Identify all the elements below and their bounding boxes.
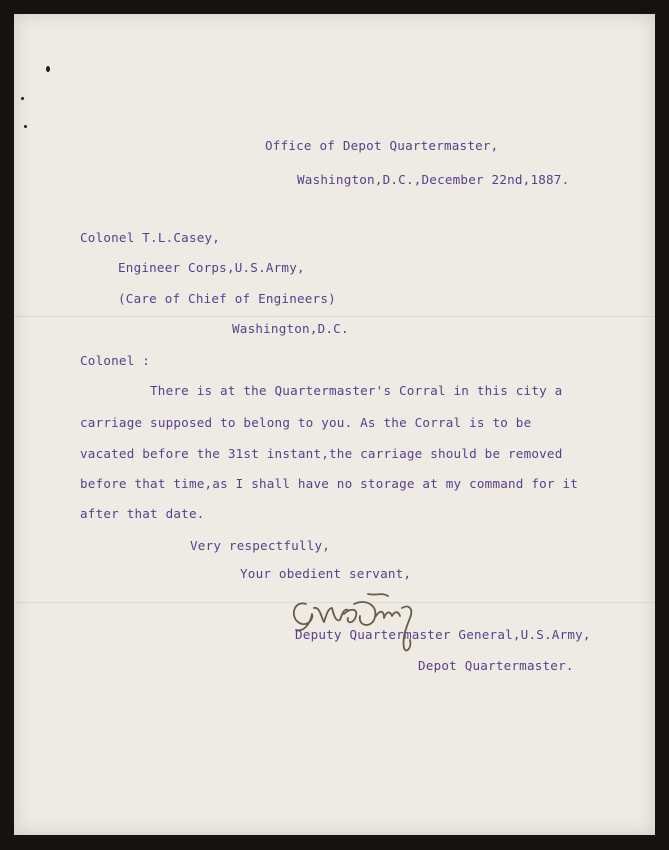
handwritten-signature	[284, 586, 434, 658]
body-line: There is at the Quartermaster's Corral in this city a	[150, 383, 563, 398]
body-line: before that time,as I shall have no storage at my command for it	[80, 476, 579, 491]
salutation: Colonel :	[80, 353, 151, 368]
signer-title: Deputy Quartermaster General,U.S.Army,	[295, 627, 591, 642]
recipient-unit: Engineer Corps,U.S.Army,	[118, 260, 305, 275]
body-line: carriage supposed to belong to you. As the Corral is to be	[80, 415, 532, 430]
signer-office: Depot Quartermaster.	[418, 658, 574, 673]
closing-servant: Your obedient servant,	[240, 566, 412, 581]
recipient-city: Washington,D.C.	[232, 321, 349, 336]
body-line: vacated before the 31st instant,the carriage should be removed	[80, 446, 563, 461]
place-date-line: Washington,D.C.,December 22nd,1887.	[297, 172, 570, 187]
recipient-care: (Care of Chief of Engineers)	[118, 291, 336, 306]
closing-respectfully: Very respectfully,	[190, 538, 331, 553]
recipient-name: Colonel T.L.Casey,	[80, 230, 221, 245]
office-line: Office of Depot Quartermaster,	[265, 138, 499, 153]
ink-mark	[24, 125, 27, 128]
fold-line	[14, 316, 655, 317]
letter-sheet	[14, 14, 655, 835]
ink-mark	[21, 97, 24, 100]
body-line: after that date.	[80, 506, 205, 521]
ink-mark	[46, 66, 50, 72]
